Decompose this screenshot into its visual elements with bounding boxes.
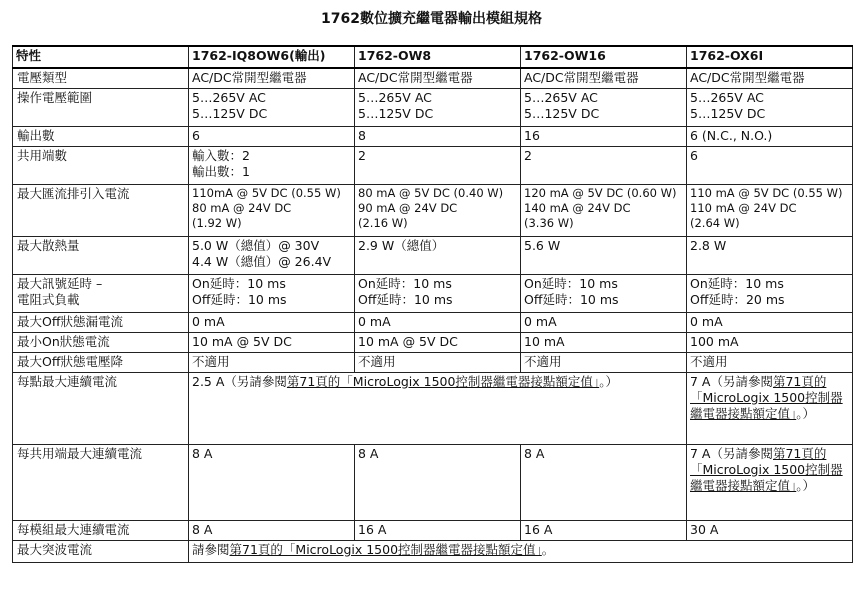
table-row — [13, 88, 853, 126]
row-label: 最小On狀態電流 — [13, 332, 189, 352]
table-row — [13, 520, 853, 540]
cell: 10 mA @ 5V DC — [189, 332, 355, 352]
cell: 2 — [355, 146, 521, 184]
row-label: 最大Off狀態電壓降 — [13, 352, 189, 372]
header-ow8: 1762-OW8 — [355, 46, 521, 68]
cell: 30 A — [687, 520, 853, 540]
table-row — [13, 372, 853, 444]
cell: 10 mA @ 5V DC — [355, 332, 521, 352]
cell: 6 — [687, 146, 853, 184]
reference-link[interactable]: 第71頁的「MicroLogix 1500控制器繼電器接點額定值」 — [229, 541, 542, 557]
cell: 0 mA — [189, 312, 355, 332]
cell: 8 — [355, 126, 521, 146]
cell: 不適用 — [687, 352, 853, 372]
cell: AC/DC常開型繼電器 — [355, 68, 521, 88]
row-label: 操作電壓範圍 — [13, 88, 189, 126]
row-label: 每共用端最大連續電流 — [13, 444, 189, 520]
row-label: 共用端數 — [13, 146, 189, 184]
cell: 2.9 W（總值） — [355, 236, 521, 274]
reference-link[interactable]: 第71頁的「MicroLogix 1500控制器繼電器接點額定值」 — [690, 373, 843, 421]
reference-link[interactable]: 第71頁的「MicroLogix 1500控制器繼電器接點額定值」 — [690, 445, 843, 493]
cell: 8 A — [189, 444, 355, 520]
cell: AC/DC常開型繼電器 — [521, 68, 687, 88]
cell: 2 — [521, 146, 687, 184]
cell: On延時：10 ms Off延時：10 ms — [521, 274, 687, 312]
cell: 0 mA — [521, 312, 687, 332]
cell: 8 A — [189, 520, 355, 540]
cell: 80 mA @ 5V DC (0.40 W) 90 mA @ 24V DC (2.16 W) — [355, 184, 521, 236]
table-row — [13, 332, 853, 352]
header-row — [13, 46, 853, 68]
cell: 100 mA — [687, 332, 853, 352]
row-label: 電壓類型 — [13, 68, 189, 88]
row-label: 最大Off狀態漏電流 — [13, 312, 189, 332]
cell: 輸入數：2 輸出數：1 — [189, 146, 355, 184]
table-row — [13, 146, 853, 184]
cell: 8 A — [355, 444, 521, 520]
row-label: 最大突波電流 — [13, 540, 189, 562]
cell-merged: 請參閱第71頁的「MicroLogix 1500控制器繼電器接點額定值」。 — [189, 540, 853, 562]
cell: 10 mA — [521, 332, 687, 352]
cell: AC/DC常開型繼電器 — [189, 68, 355, 88]
cell: 不適用 — [189, 352, 355, 372]
cell: 0 mA — [355, 312, 521, 332]
header-ox6i: 1762-OX6I — [687, 46, 853, 68]
cell: 16 A — [355, 520, 521, 540]
cell: 0 mA — [687, 312, 853, 332]
cell: 16 A — [521, 520, 687, 540]
cell: 16 — [521, 126, 687, 146]
cell-merged: 2.5 A（另請參閱第71頁的「MicroLogix 1500控制器繼電器接點額定值」。） — [189, 372, 687, 444]
cell: 5…265V AC 5…125V DC — [687, 88, 853, 126]
cell: 5…265V AC 5…125V DC — [189, 88, 355, 126]
row-label: 每點最大連續電流 — [13, 372, 189, 444]
cell: 110mA @ 5V DC (0.55 W) 80 mA @ 24V DC (1.92 W) — [189, 184, 355, 236]
header-iq8ow6: 1762-IQ8OW6(輸出) — [189, 46, 355, 68]
cell: 7 A（另請參閱第71頁的「MicroLogix 1500控制器繼電器接點額定值」。） — [687, 372, 853, 444]
table-row — [13, 68, 853, 88]
table-row — [13, 352, 853, 372]
cell: 不適用 — [355, 352, 521, 372]
row-label: 最大匯流排引入電流 — [13, 184, 189, 236]
table-row — [13, 444, 853, 520]
table-row — [13, 274, 853, 312]
cell: On延時：10 ms Off延時：10 ms — [355, 274, 521, 312]
page-title: 1762數位擴充繼電器輸出模組規格 — [321, 11, 542, 27]
cell: 6 (N.C., N.O.) — [687, 126, 853, 146]
cell: 2.8 W — [687, 236, 853, 274]
cell: 不適用 — [521, 352, 687, 372]
table-row — [13, 184, 853, 236]
cell: 120 mA @ 5V DC (0.60 W) 140 mA @ 24V DC (3.36 W) — [521, 184, 687, 236]
spec-table — [12, 45, 853, 563]
table-row — [13, 540, 853, 562]
row-label: 輸出數 — [13, 126, 189, 146]
cell: On延時：10 ms Off延時：10 ms — [189, 274, 355, 312]
cell: 6 — [189, 126, 355, 146]
cell: 7 A（另請參閱第71頁的「MicroLogix 1500控制器繼電器接點額定值」。） — [687, 444, 853, 520]
cell: 110 mA @ 5V DC (0.55 W) 110 mA @ 24V DC (2.64 W) — [687, 184, 853, 236]
table-row — [13, 312, 853, 332]
cell: 5…265V AC 5…125V DC — [355, 88, 521, 126]
header-feature: 特性 — [13, 46, 189, 68]
cell: 5…265V AC 5…125V DC — [521, 88, 687, 126]
header-ow16: 1762-OW16 — [521, 46, 687, 68]
cell: 5.0 W（總值）@ 30V 4.4 W（總值）@ 26.4V — [189, 236, 355, 274]
table-row — [13, 236, 853, 274]
cell: AC/DC常開型繼電器 — [687, 68, 853, 88]
table-row — [13, 126, 853, 146]
row-label: 最大散熱量 — [13, 236, 189, 274]
row-label: 最大訊號延時 – 電阻式負載 — [13, 274, 189, 312]
row-label: 每模組最大連續電流 — [13, 520, 189, 540]
reference-link[interactable]: 第71頁的「MicroLogix 1500控制器繼電器接點額定值」 — [286, 373, 600, 389]
cell: 8 A — [521, 444, 687, 520]
cell: 5.6 W — [521, 236, 687, 274]
cell: On延時：10 ms Off延時：20 ms — [687, 274, 853, 312]
